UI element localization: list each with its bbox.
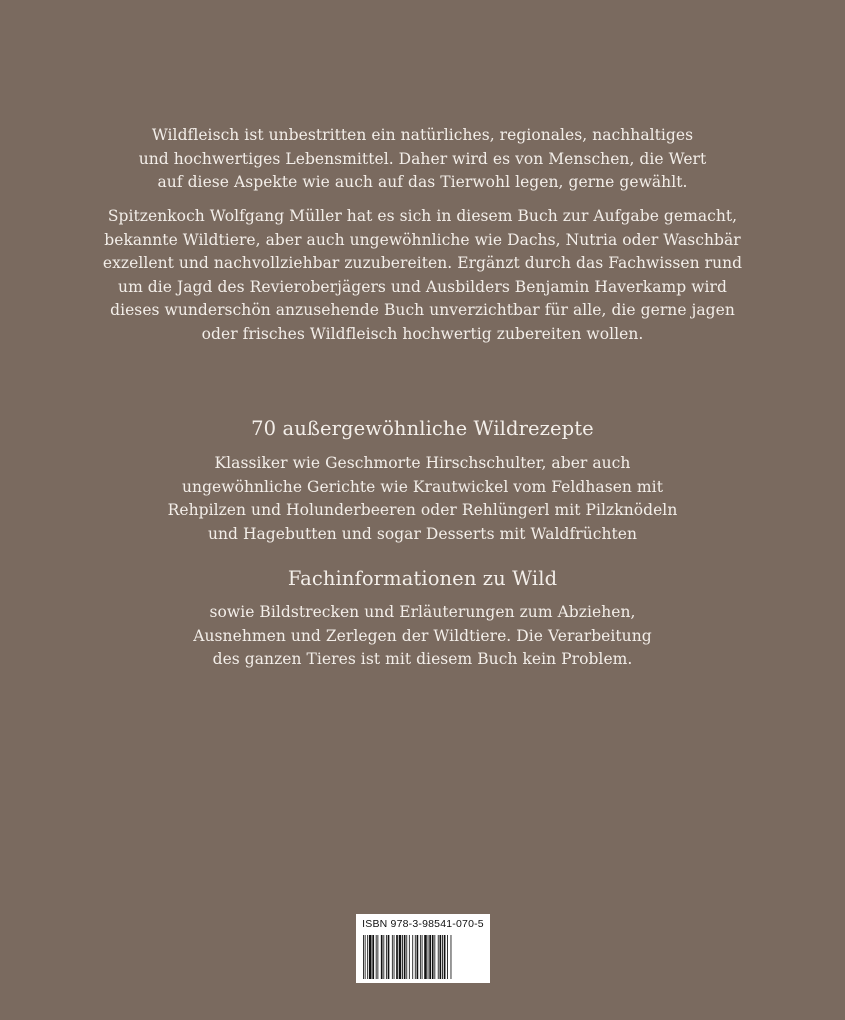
isbn-barcode <box>356 914 490 983</box>
info-line: Ausnehmen und Zerlegen der Wildtiere. Die Verarbeitung <box>193 626 652 645</box>
intro-line: auf diese Aspekte wie auch auf das Tierwohl legen, gerne gewählt. <box>157 173 688 191</box>
recipes-line: Rehpilzen und Holunderbeeren oder Rehlüngerl mit Pilzknödeln <box>167 501 678 519</box>
isbn-number: ISBN 978-3-98541-070-5 <box>362 918 484 930</box>
description-line: oder frisches Wildfleisch hochwertig zubereiten wollen. <box>201 324 644 343</box>
barcode-bars <box>362 935 484 979</box>
info-paragraph <box>0 601 845 672</box>
intro-line: Wildfleisch ist unbestritten ein natürliches, regionales, nachhaltiges <box>151 126 694 144</box>
recipes-heading: 70 außergewöhnliche Wildrezepte <box>251 417 594 440</box>
info-line: sowie Bildstrecken und Erläuterungen zum Abziehen, <box>209 603 636 621</box>
recipes-line: und Hagebutten und sogar Desserts mit Waldfrüchten <box>207 524 638 543</box>
info-heading: Fachinformationen zu Wild <box>287 567 558 590</box>
description-line: dieses wunderschön anzusehende Buch unverzichtbar für alle, die gerne jagen <box>110 301 735 319</box>
description-line: um die Jagd des Revieroberjägers und Ausbilders Benjamin Haverkamp wird <box>118 277 727 296</box>
description-line: Spitzenkoch Wolfgang Müller hat es sich in diesem Buch zur Aufgabe gemacht, <box>107 207 738 225</box>
recipes-paragraph <box>0 452 845 546</box>
info-line: des ganzen Tieres ist mit diesem Buch kein Problem. <box>212 650 633 668</box>
recipes-line: ungewöhnliche Gerichte wie Krautwickel vom Feldhasen mit <box>182 477 663 496</box>
description-line: bekannte Wildtiere, aber auch ungewöhnliche wie Dachs, Nutria oder Waschbär <box>104 230 741 249</box>
description-line: exzellent und nachvollziehbar zuzubereiten. Ergänzt durch das Fachwissen rund <box>102 254 743 272</box>
recipes-line: Klassiker wie Geschmorte Hirschschulter, aber auch <box>214 454 631 472</box>
intro-line: und hochwertiges Lebensmittel. Daher wird es von Menschen, die Wert <box>138 149 707 168</box>
description-paragraph <box>0 205 845 346</box>
intro-paragraph <box>0 124 845 195</box>
